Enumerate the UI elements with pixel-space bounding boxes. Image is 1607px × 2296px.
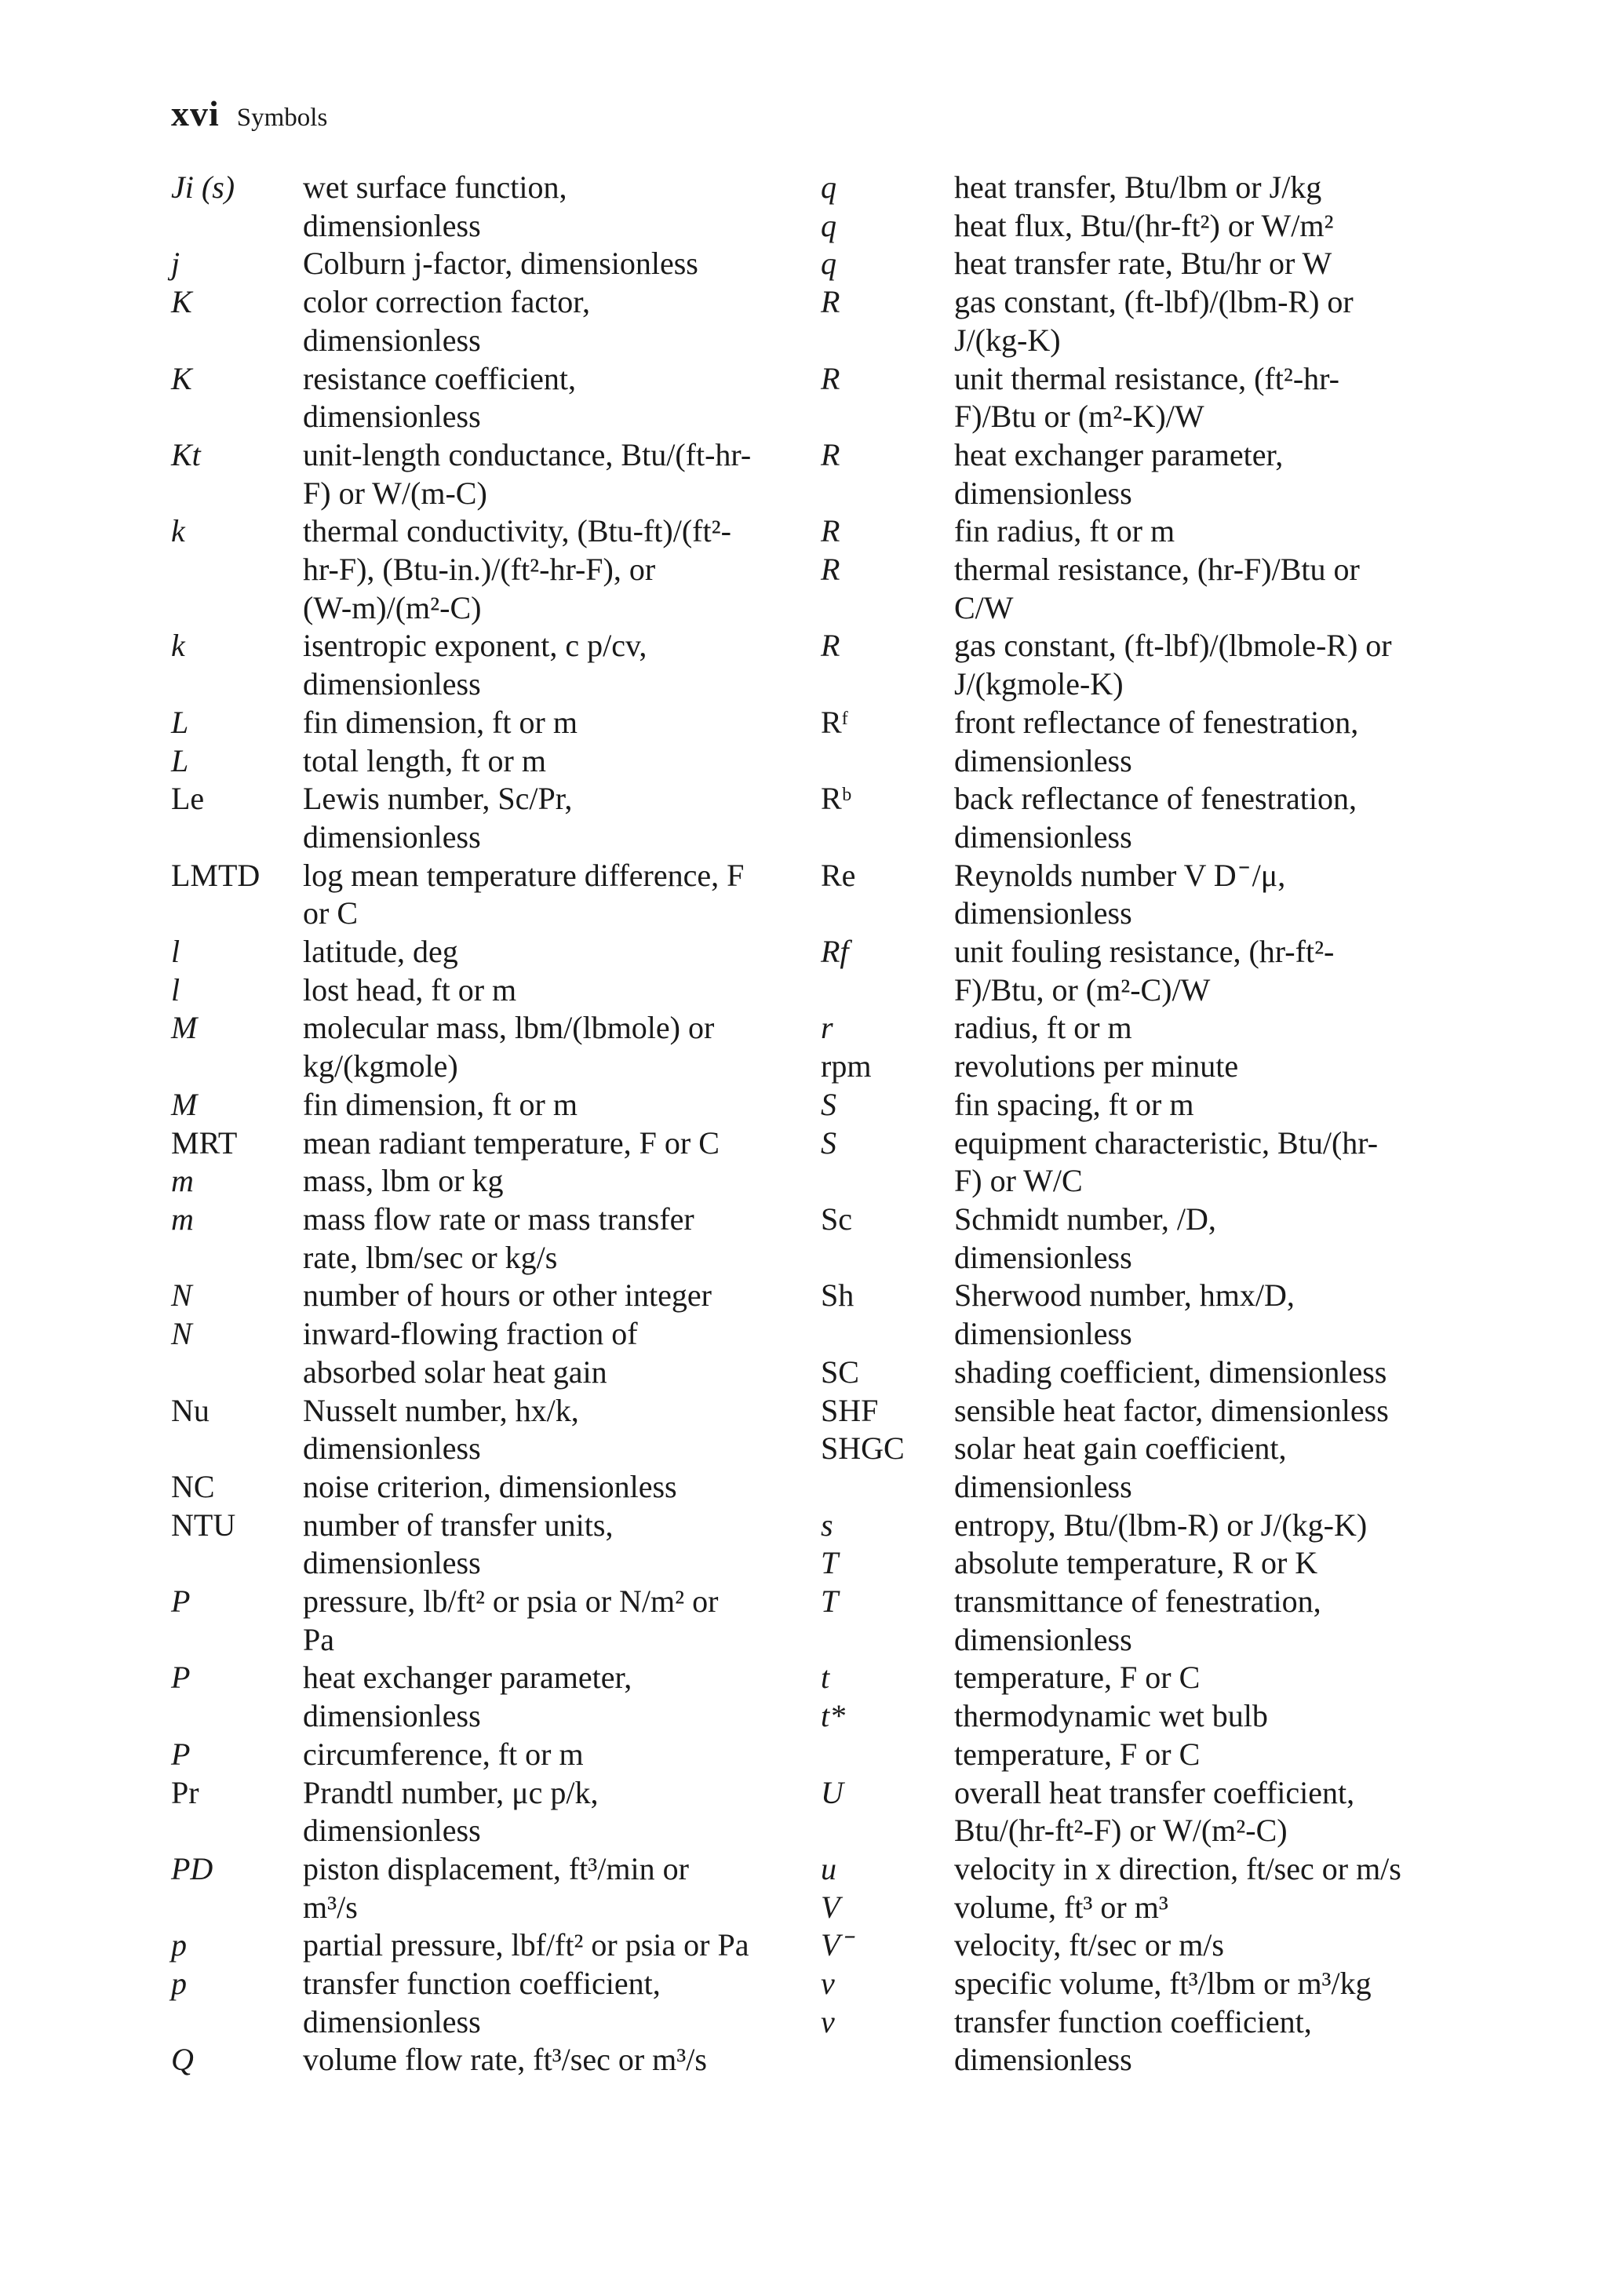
symbol-entry (171, 857, 814, 933)
symbol-entry (171, 436, 814, 512)
symbol: m (171, 1163, 194, 1199)
symbol-description: heat exchanger parameter, dimensionless (954, 436, 1284, 511)
symbol-description: fin dimension, ft or m (303, 704, 578, 740)
symbol: SHF (821, 1392, 879, 1428)
symbol-description: mass flow rate or mass transfer rate, lbm/sec or kg/s (303, 1201, 694, 1275)
symbol: SHGC (821, 1430, 905, 1467)
symbol: L (171, 704, 189, 740)
symbol: R (821, 360, 840, 396)
symbol-entry (821, 1850, 1448, 1889)
symbol-entry (171, 1124, 814, 1163)
symbol: Rᶠ (821, 704, 849, 740)
symbol-description: transfer function coefficient, dimensionless (303, 1966, 661, 2039)
symbol: P (171, 1660, 191, 1696)
symbol-entry (171, 1201, 814, 1277)
symbol-description: thermodynamic wet bulb temperature, F or C (954, 1698, 1268, 1772)
symbol-entry (821, 1354, 1448, 1392)
symbol-description: noise criterion, dimensionless (303, 1468, 677, 1504)
symbol-description: back reflectance of fenestration, dimensionless (954, 781, 1357, 855)
symbol-description: Lewis number, Sc/Pr, dimensionless (303, 781, 573, 855)
symbol-entry (171, 1468, 814, 1507)
symbol-entry (821, 1774, 1448, 1850)
symbol-entry (171, 933, 814, 971)
symbol-entry (821, 551, 1448, 627)
symbol-entry (821, 207, 1448, 246)
symbol-description: isentropic exponent, c p/cv, dimensionless (303, 628, 647, 702)
symbol: r (821, 1010, 833, 1046)
symbol: R (821, 552, 840, 588)
symbol-description: piston displacement, ft³/min or m³/s (303, 1850, 689, 1925)
symbol-description: Schmidt number, /D, dimensionless (954, 1201, 1216, 1275)
symbol-description: thermal resistance, (hr-F)/Btu or C/W (954, 552, 1360, 625)
symbol-entry (821, 1697, 1448, 1773)
symbol-description: heat exchanger parameter, dimensionless (303, 1660, 632, 1734)
symbol: S (821, 1086, 836, 1122)
symbol-entry (171, 2041, 814, 2079)
symbol-description: solar heat gain coefficient, dimensionless (954, 1430, 1287, 1504)
symbol-description: front reflectance of fenestration, dimensionless (954, 704, 1359, 778)
symbol: Ji (s) (171, 169, 235, 205)
symbol: R (821, 513, 840, 549)
symbol-description: unit thermal resistance, (ft²-hr- F)/Btu or (m²-K)/W (954, 360, 1339, 435)
symbol: k (171, 513, 185, 549)
symbol-description: fin dimension, ft or m (303, 1086, 578, 1122)
symbol-description: wet surface function, dimensionless (303, 169, 567, 243)
symbol-description: number of hours or other integer (303, 1277, 712, 1314)
symbol-description: Sherwood number, hmx/D, dimensionless (954, 1277, 1295, 1352)
symbol: L (171, 742, 189, 778)
symbol-entry (171, 1965, 814, 2041)
symbol: K (171, 360, 192, 396)
symbol-entry (821, 1926, 1448, 1965)
symbol: p (171, 1927, 187, 1963)
symbol-description: number of transfer units, dimensionless (303, 1507, 614, 1581)
symbol-entry (171, 742, 814, 781)
symbol-entry (171, 1736, 814, 1774)
symbol-entry (171, 283, 814, 359)
symbol: R (821, 436, 840, 472)
symbol: Rf (821, 934, 849, 970)
symbol-entry (821, 360, 1448, 436)
symbol-entry (171, 627, 814, 703)
symbol-entry (821, 436, 1448, 512)
symbol: rpm (821, 1048, 872, 1084)
symbol-description: transfer function coefficient, dimensionless (954, 2003, 1312, 2078)
symbol-entry (821, 627, 1448, 703)
symbol-entry (821, 1583, 1448, 1659)
symbol: l (171, 934, 180, 970)
page-number: xvi (171, 93, 220, 133)
symbol: t (821, 1660, 830, 1696)
symbol-entry (171, 1507, 814, 1583)
symbol-description: sensible heat factor, dimensionless (954, 1392, 1389, 1428)
symbol-description: heat flux, Btu/(hr-ft²) or W/m² (954, 207, 1334, 243)
symbol-entry (821, 1507, 1448, 1545)
symbol-description: resistance coefficient, dimensionless (303, 360, 576, 435)
symbol-entry (821, 1277, 1448, 1353)
symbol: p (171, 1966, 187, 2002)
symbol-entry (821, 1430, 1448, 1506)
symbol-description: volume flow rate, ft³/sec or m³/s (303, 2042, 707, 2078)
symbol: N (171, 1316, 192, 1352)
symbol-description: heat transfer rate, Btu/hr or W (954, 246, 1332, 282)
symbol: T (821, 1584, 839, 1620)
symbol: R (821, 284, 840, 320)
symbol-entry (171, 1086, 814, 1124)
symbol-entry (821, 169, 1448, 207)
symbol-description: shading coefficient, dimensionless (954, 1354, 1387, 1390)
symbol: q (821, 246, 836, 282)
symbol: NTU (171, 1507, 236, 1543)
symbol-description: mean radiant temperature, F or C (303, 1124, 720, 1161)
symbol-description: Prandtl number, μc p/k, dimensionless (303, 1774, 599, 1849)
symbol: V ̄ (821, 1927, 847, 1963)
symbol-entry (171, 512, 814, 627)
symbol-entry (821, 1086, 1448, 1124)
symbol: Sc (821, 1201, 852, 1237)
symbol: Re (821, 857, 856, 893)
symbol-entry (171, 1850, 814, 1926)
symbol-description: Colburn j-factor, dimensionless (303, 246, 698, 282)
symbol: PD (171, 1850, 213, 1886)
symbol-entry (171, 1583, 814, 1659)
symbol-description: velocity in x direction, ft/sec or m/s (954, 1850, 1401, 1886)
symbol-description: velocity, ft/sec or m/s (954, 1927, 1224, 1963)
symbols-right-column (821, 169, 1448, 2079)
symbol-entry (171, 1162, 814, 1201)
symbol: V (821, 1889, 840, 1925)
symbol: R (821, 628, 840, 664)
symbol-description: Reynolds number V D ̄ /μ, dimensionless (954, 857, 1286, 931)
symbol-description: total length, ft or m (303, 742, 546, 778)
symbol-description: transmittance of fenestration, dimensionless (954, 1584, 1321, 1657)
symbol: k (171, 628, 185, 664)
symbol-entry (821, 245, 1448, 283)
symbol-entry (821, 512, 1448, 551)
symbol-entry (821, 1009, 1448, 1048)
symbol: v (821, 2003, 835, 2039)
symbol-entry (821, 1048, 1448, 1086)
symbol: t* (821, 1698, 846, 1734)
symbol: M (171, 1086, 198, 1122)
symbol-description: gas constant, (ft-lbf)/(lbmole-R) or J/(kgmole-K) (954, 628, 1392, 702)
symbol-description: latitude, deg (303, 934, 458, 970)
symbol: s (821, 1507, 833, 1543)
symbol: v (821, 1966, 835, 2002)
symbol-description: volume, ft³ or m³ (954, 1889, 1168, 1925)
symbol: SC (821, 1354, 859, 1390)
symbol-entry (171, 704, 814, 742)
symbol: u (821, 1850, 836, 1886)
symbol-description: color correction factor, dimensionless (303, 284, 590, 358)
symbol: q (821, 169, 836, 205)
symbol: P (171, 1584, 191, 1620)
symbol: S (821, 1124, 836, 1161)
symbol-description: entropy, Btu/(lbm-R) or J/(kg-K) (954, 1507, 1368, 1543)
symbol-description: radius, ft or m (954, 1010, 1132, 1046)
symbol-description: mass, lbm or kg (303, 1163, 504, 1199)
symbol: l (171, 971, 180, 1008)
symbol-entry (821, 2003, 1448, 2079)
symbol: m (171, 1201, 194, 1237)
symbol-entry (821, 1659, 1448, 1697)
symbol-description: overall heat transfer coefficient, Btu/(hr-ft²-F) or W/(m²-C) (954, 1774, 1355, 1849)
symbol: Pr (171, 1774, 199, 1810)
symbol-entry (821, 1392, 1448, 1430)
symbol-entry (821, 1124, 1448, 1201)
symbol: N (171, 1277, 192, 1314)
symbol-entry (821, 1544, 1448, 1583)
symbol-description: absolute temperature, R or K (954, 1545, 1318, 1581)
symbol-description: unit-length conductance, Btu/(ft-hr- F) or W/(m-C) (303, 436, 752, 511)
symbol-entry (821, 780, 1448, 856)
symbol: U (821, 1774, 844, 1810)
symbol-description: circumference, ft or m (303, 1736, 584, 1772)
symbol-description: fin spacing, ft or m (954, 1086, 1194, 1122)
symbol: Q (171, 2042, 194, 2078)
symbol-entry (171, 169, 814, 245)
symbol: K (171, 284, 192, 320)
symbol-entry (821, 933, 1448, 1009)
symbol-description: gas constant, (ft-lbf)/(lbm-R) or J/(kg-K) (954, 284, 1354, 358)
symbol-entry (821, 1201, 1448, 1277)
symbol-entry (171, 971, 814, 1010)
symbol-entry (821, 1965, 1448, 2003)
symbol-description: equipment characteristic, Btu/(hr- F) or W/C (954, 1124, 1379, 1199)
symbol-description: lost head, ft or m (303, 971, 517, 1008)
symbol: NC (171, 1468, 215, 1504)
symbol-description: revolutions per minute (954, 1048, 1239, 1084)
symbol-description: partial pressure, lbf/ft² or psia or Pa (303, 1927, 749, 1963)
symbol-description: unit fouling resistance, (hr-ft²- F)/Btu, or (m²-C)/W (954, 934, 1335, 1008)
symbol-description: log mean temperature difference, F or C (303, 857, 745, 931)
symbol: j (171, 246, 180, 282)
symbol-entry (821, 1889, 1448, 1927)
symbol-description: thermal conductivity, (Btu-ft)/(ft²- hr-F), (Btu-in.)/(ft²-hr-F), or (W-m)/(m²-C) (303, 513, 731, 625)
symbol-entry (821, 704, 1448, 780)
symbol-entry (171, 245, 814, 283)
symbol: MRT (171, 1124, 238, 1161)
symbol-description: inward-flowing fraction of absorbed solar heat gain (303, 1316, 638, 1390)
symbol: M (171, 1010, 198, 1046)
symbol: Rᵇ (821, 781, 852, 817)
symbol-entry (171, 1392, 814, 1468)
symbol: q (821, 207, 836, 243)
symbol-description: specific volume, ft³/lbm or m³/kg (954, 1966, 1372, 2002)
symbol-entry (821, 283, 1448, 359)
symbols-left-column (171, 169, 814, 2079)
symbol-entry (821, 857, 1448, 933)
symbol-description: pressure, lb/ft² or psia or N/m² or Pa (303, 1584, 719, 1657)
symbol: Le (171, 781, 205, 817)
symbol-description: Nusselt number, hx/k, dimensionless (303, 1392, 579, 1467)
symbol-description: heat transfer, Btu/lbm or J/kg (954, 169, 1322, 205)
symbol: T (821, 1545, 839, 1581)
symbol-entry (171, 1277, 814, 1315)
symbol-entry (171, 780, 814, 856)
symbol: P (171, 1736, 191, 1772)
page-header (171, 93, 327, 134)
symbol-description: molecular mass, lbm/(lbmole) or kg/(kgmole) (303, 1010, 715, 1084)
symbol: Sh (821, 1277, 855, 1314)
symbol: Nu (171, 1392, 210, 1428)
symbol-entry (171, 1659, 814, 1735)
symbol-entry (171, 1009, 814, 1085)
symbol-entry (171, 1315, 814, 1391)
symbol-entry (171, 1926, 814, 1965)
section-title: Symbols (236, 104, 328, 132)
symbol-entry (171, 360, 814, 436)
symbol: LMTD (171, 857, 261, 893)
symbol: Kt (171, 436, 201, 472)
symbol-entry (171, 1774, 814, 1850)
symbol-description: fin radius, ft or m (954, 513, 1175, 549)
symbol-description: temperature, F or C (954, 1660, 1201, 1696)
